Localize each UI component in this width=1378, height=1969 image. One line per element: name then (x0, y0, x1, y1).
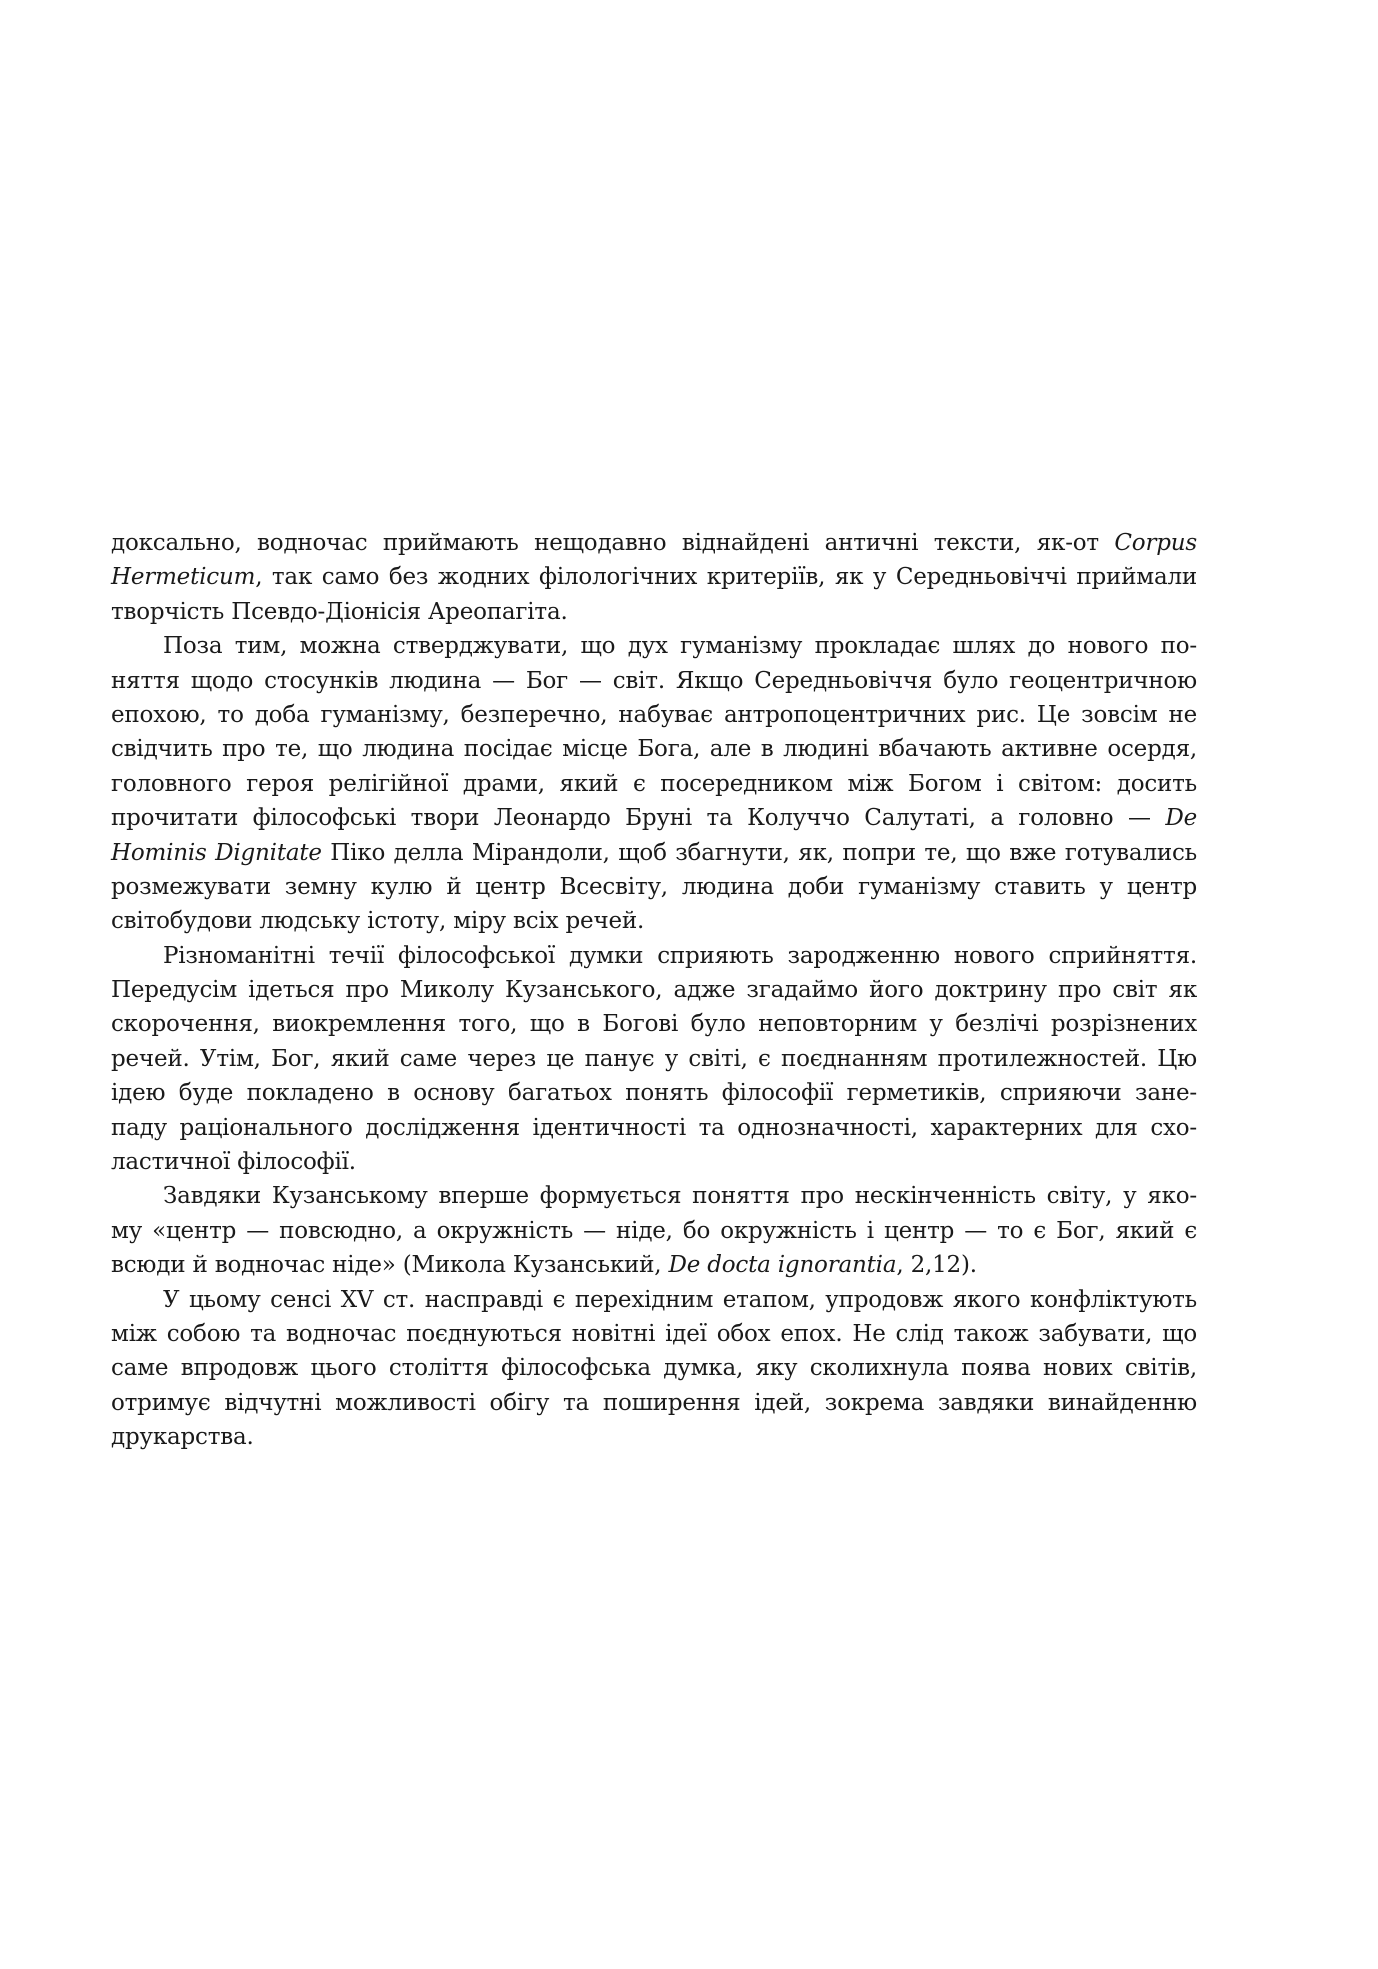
body-text (111, 526, 1197, 1455)
text-run: , 2,12). (896, 1252, 977, 1279)
text-line (111, 732, 1197, 766)
text-line (111, 1386, 1197, 1420)
text-line (111, 973, 1197, 1007)
italic-title: Hermeticum (111, 564, 256, 591)
text-line (111, 1283, 1197, 1317)
text-run: свідчить про те, що людина посідає місце Бога, але в людині вбачають активне осердя, (111, 736, 1197, 763)
paragraph-1 (111, 526, 1197, 629)
paragraph-2 (111, 629, 1197, 939)
text-run: , так само без жодних філологічних критеріїв, як у Середньовіччі приймали (255, 564, 1197, 591)
text-run: всюди й водночас ніде» (Микола Кузанський, (111, 1252, 669, 1279)
text-run: У цьому сенсі XV ст. насправді є перехідним етапом, упродовж якого конфліктують (163, 1286, 1197, 1313)
text-line (111, 767, 1197, 801)
paragraph-3 (111, 939, 1197, 1180)
text-run: Завдяки Кузанському вперше формується поняття про нескінченність світу, у яко- (163, 1183, 1197, 1210)
italic-title: Hominis Dignitate (111, 839, 322, 866)
text-line (111, 1248, 1197, 1282)
italic-title: De docta ignorantia (668, 1252, 897, 1279)
text-line (111, 1317, 1197, 1351)
text-line (111, 629, 1197, 663)
text-line (111, 870, 1197, 904)
italic-title: De (1165, 805, 1197, 832)
text-run: паду раціонального дослідження ідентичності та однозначності, характерних для схо- (111, 1114, 1197, 1141)
text-line (111, 939, 1197, 973)
text-line (111, 1420, 1197, 1454)
text-run: му «центр — повсюдно, а окружність — ніде, бо окружність і центр — то є Бог, який є (111, 1217, 1197, 1244)
text-run: між собою та водночас поєднуються новітні ідеї обох епох. Не слід також забувати, що (111, 1320, 1197, 1347)
text-run: ластичної філософії. (111, 1149, 356, 1176)
text-line (111, 1111, 1197, 1145)
text-run: няття щодо стосунків людина — Бог — світ. Якщо Середньовіччя було геоцентричною (111, 667, 1197, 694)
text-line (111, 664, 1197, 698)
text-run: речей. Утім, Бог, який саме через це панує у світі, є поєднанням протилежностей. Цю (111, 1045, 1197, 1072)
text-run: Поза тим, можна стверджувати, що дух гуманізму прокладає шлях до нового по- (163, 633, 1197, 660)
text-run: доксально, водночас приймають нещодавно віднайдені античні тексти, як-от (111, 530, 1115, 556)
text-run: Передусім ідеться про Миколу Кузанського, адже згадаймо його доктрину про світ як (111, 977, 1197, 1004)
text-run: ідею буде покладено в основу багатьох понять філософії герметиків, сприяючи зане- (111, 1080, 1197, 1107)
paragraph-5 (111, 1283, 1197, 1455)
text-line (111, 560, 1197, 594)
text-line (111, 595, 1197, 629)
text-run: епохою, то доба гуманізму, безперечно, набуває антропоцентричних рис. Це зовсім не (111, 701, 1197, 728)
text-line (111, 526, 1197, 560)
text-run: друкарства. (111, 1424, 254, 1451)
text-line (111, 904, 1197, 938)
paragraph-4 (111, 1179, 1197, 1282)
text-run: Різноманітні течії філософської думки сприяють зародженню нового сприйняття. (163, 942, 1197, 969)
text-line (111, 698, 1197, 732)
text-run: отримує відчутні можливості обігу та поширення ідей, зокрема завдяки винайденню (111, 1389, 1197, 1416)
text-run: Піко делла Мірандоли, щоб збагнути, як, попри те, що вже готувались (321, 839, 1197, 866)
text-run: розмежувати земну кулю й центр Всесвіту, людина доби гуманізму ставить у центр (111, 873, 1197, 900)
italic-title: Corpus (1114, 530, 1197, 556)
text-line (111, 1007, 1197, 1041)
text-line (111, 1214, 1197, 1248)
text-line (111, 801, 1197, 835)
text-run: головного героя релігійної драми, який є посередником між Богом і світом: досить (111, 770, 1197, 797)
text-run: саме впродовж цього століття філософська думка, яку сколихнула поява нових світів, (111, 1355, 1197, 1382)
text-line (111, 836, 1197, 870)
text-line (111, 1179, 1197, 1213)
text-line (111, 1042, 1197, 1076)
text-run: скорочення, виокремлення того, що в Богові було неповторним у безлічі розрізнених (111, 1011, 1197, 1038)
text-line (111, 1351, 1197, 1385)
text-run: прочитати філософські твори Леонардо Бруні та Колуччо Салутаті, а головно — (111, 805, 1166, 832)
text-line (111, 1145, 1197, 1179)
text-line (111, 1076, 1197, 1110)
text-run: світобудови людську істоту, міру всіх речей. (111, 908, 645, 935)
text-run: творчість Псевдо-Діонісія Ареопагіта. (111, 598, 568, 625)
